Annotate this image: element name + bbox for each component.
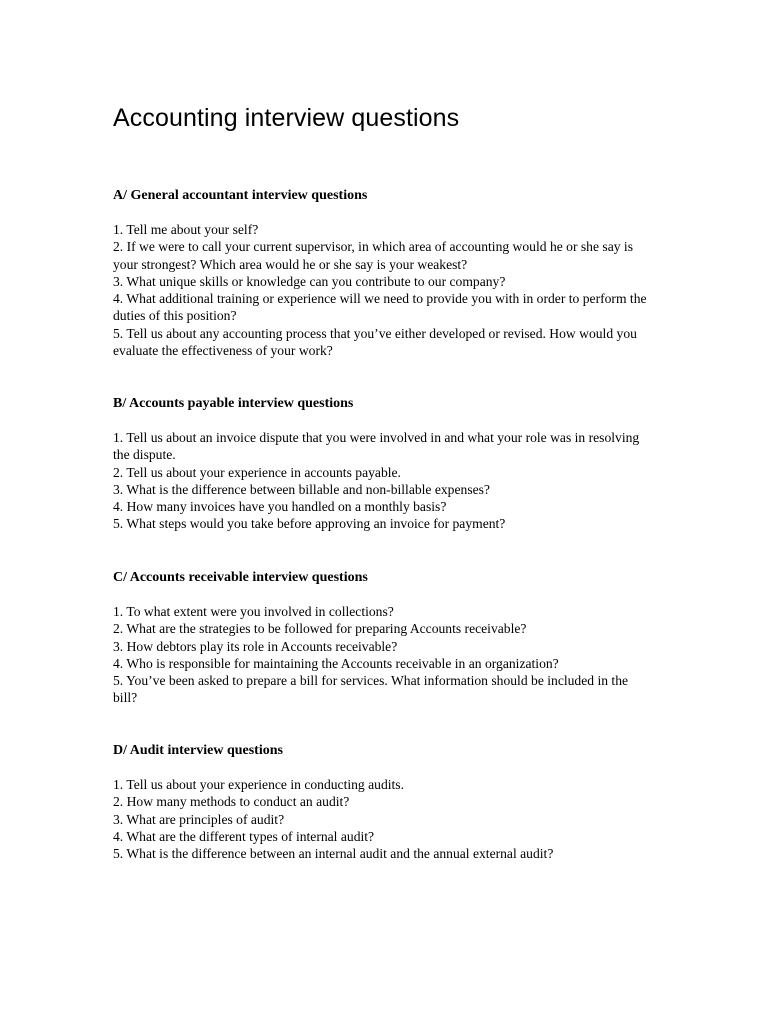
question-item: 2. What are the strategies to be followed for preparing Accounts receivable? [113, 621, 527, 637]
question-item: 2. If we were to call your current supervisor, in which area of accounting would he or she say is your strongest? Which area would he or she say is your weakest? [113, 239, 634, 272]
question-item: 3. How debtors play its role in Accounts receivable? [113, 638, 398, 654]
section-heading: A/ General accountant interview questions [113, 188, 368, 203]
question-item: 3. What are principles of audit? [113, 811, 285, 827]
question-item: 1. Tell us about your experience in conducting audits. [113, 777, 404, 792]
question-item: 3. What is the difference between billable and non-billable expenses? [113, 481, 490, 497]
question-item: 3. What unique skills or knowledge can you contribute to our company? [113, 273, 506, 289]
question-item: 5. What is the difference between an internal audit and the annual external audit? [113, 846, 554, 862]
document-title: Accounting interview questions [113, 104, 460, 132]
section-heading: C/ Accounts receivable interview questions [113, 570, 368, 585]
question-list [113, 429, 653, 533]
question-item: 4. What additional training or experience will we need to provide you with in order to perform the duties of this position? [113, 291, 647, 324]
question-item: 2. How many methods to conduct an audit? [113, 794, 350, 810]
question-item: 1. Tell us about an invoice dispute that you were involved in and what your role was in resolving the dispute. [113, 430, 640, 463]
question-item: 4. What are the different types of internal audit? [113, 828, 375, 844]
question-item: 1. To what extent were you involved in collections? [113, 604, 394, 619]
question-list [113, 221, 653, 359]
question-list [113, 776, 653, 862]
question-list [113, 603, 653, 707]
question-item: 1. Tell me about your self? [113, 222, 259, 237]
section-heading: B/ Accounts payable interview questions [113, 396, 354, 411]
section-general-accountant [113, 187, 653, 359]
question-item: 4. Who is responsible for maintaining the Accounts receivable in an organization? [113, 655, 559, 671]
question-item: 2. Tell us about your experience in accounts payable. [113, 464, 401, 480]
question-item: 5. You’ve been asked to prepare a bill for services. What information should be included in the bill? [113, 673, 629, 706]
question-item: 4. How many invoices have you handled on a monthly basis? [113, 499, 447, 515]
section-heading: D/ Audit interview questions [113, 743, 283, 758]
question-item: 5. Tell us about any accounting process that you’ve either developed or revised. How would you evaluate the effectiveness of your work? [113, 325, 637, 359]
section-audit [113, 742, 653, 862]
section-accounts-receivable [113, 569, 653, 707]
section-accounts-payable [113, 395, 653, 533]
question-item: 5. What steps would you take before approving an invoice for payment? [113, 516, 506, 532]
